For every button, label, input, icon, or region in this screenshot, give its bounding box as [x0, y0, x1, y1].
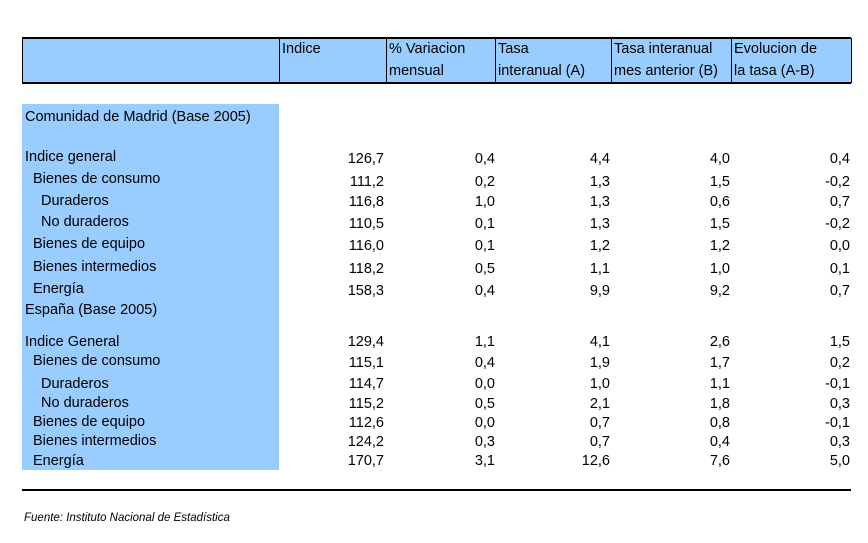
- cell-variacion: 3,1: [474, 453, 495, 469]
- cell-tasa-a: 1,3: [589, 174, 610, 190]
- cell-tasa-a: 1,1: [589, 261, 610, 277]
- cell-indice: 124,2: [347, 434, 384, 450]
- table-bottom-rule: [22, 489, 851, 491]
- cell-tasa-b: 0,6: [709, 194, 730, 210]
- row-label: Energía: [33, 281, 84, 297]
- row-label: Bienes de equipo: [33, 236, 146, 252]
- row-label: No duraderos: [41, 214, 129, 230]
- cell-evolucion: -0,2: [825, 216, 850, 232]
- cell-indice: 110,5: [348, 216, 384, 232]
- cell-evolucion: 0,7: [829, 283, 850, 299]
- cell-tasa-b: 1,8: [709, 396, 730, 412]
- cell-indice: 115,1: [348, 355, 384, 371]
- row-label: Bienes de consumo: [33, 353, 161, 369]
- cell-evolucion: 0,7: [829, 194, 850, 210]
- cell-variacion: 0,4: [474, 355, 495, 371]
- cell-variacion: 0,2: [474, 174, 495, 190]
- column-header-tasa-mes-anterior: Tasa interanual mes anterior (B): [614, 41, 718, 79]
- cell-indice: 116,8: [348, 194, 384, 210]
- cell-tasa-b: 0,4: [709, 434, 730, 450]
- row-label: No duraderos: [41, 395, 129, 411]
- row-label: Bienes de consumo: [33, 171, 161, 187]
- cell-tasa-b: 1,1: [709, 376, 730, 392]
- cell-variacion: 0,5: [474, 261, 495, 277]
- cell-tasa-a: 1,2: [589, 238, 610, 254]
- cell-tasa-b: 1,0: [709, 261, 730, 277]
- row-label: Indice general: [25, 149, 117, 165]
- row-label: Bienes intermedios: [33, 433, 157, 449]
- cell-indice: 112,6: [348, 415, 384, 431]
- cell-tasa-b: 4,0: [709, 151, 730, 167]
- column-header-indice: Indice: [282, 41, 321, 57]
- row-label: Energía: [33, 453, 84, 469]
- cell-tasa-a: 12,6: [581, 453, 610, 469]
- cell-variacion: 0,0: [474, 376, 495, 392]
- cell-evolucion: 0,3: [829, 434, 850, 450]
- column-header-variacion-mensual: % Variacion mensual: [389, 41, 466, 79]
- header-divider: [611, 38, 612, 83]
- header-left-border: [22, 38, 23, 83]
- cell-variacion: 1,1: [474, 334, 495, 350]
- cell-indice: 129,4: [347, 334, 384, 350]
- source-note: Fuente: Instituto Nacional de Estadística: [24, 512, 230, 524]
- cell-indice: 170,7: [347, 453, 384, 469]
- cell-indice: 118,2: [348, 261, 384, 277]
- header-divider: [279, 38, 280, 83]
- cell-tasa-b: 1,2: [709, 238, 730, 254]
- cell-evolucion: 0,1: [829, 261, 850, 277]
- header-divider: [731, 38, 732, 83]
- cell-tasa-a: 9,9: [589, 283, 610, 299]
- column-header-tasa-interanual: Tasa interanual (A): [498, 41, 586, 79]
- cell-tasa-b: 9,2: [709, 283, 730, 299]
- row-label: Bienes de equipo: [33, 414, 146, 430]
- cell-tasa-b: 0,8: [709, 415, 730, 431]
- cell-evolucion: 0,2: [829, 355, 850, 371]
- cell-indice: 158,3: [347, 283, 384, 299]
- cell-variacion: 0,4: [474, 283, 495, 299]
- cell-tasa-a: 0,7: [589, 415, 610, 431]
- cell-tasa-a: 0,7: [589, 434, 610, 450]
- cell-tasa-a: 1,0: [589, 376, 610, 392]
- header-bottom-rule: [22, 82, 851, 84]
- cell-tasa-a: 2,1: [589, 396, 610, 412]
- column-header-evolucion-tasa: Evolucion de la tasa (A-B): [734, 41, 818, 79]
- cell-indice: 115,2: [348, 396, 384, 412]
- cell-evolucion: 0,0: [829, 238, 850, 254]
- cell-variacion: 0,5: [474, 396, 495, 412]
- row-label: Bienes intermedios: [33, 259, 157, 275]
- cell-tasa-a: 4,4: [589, 151, 610, 167]
- cell-variacion: 0,1: [474, 216, 495, 232]
- cell-evolucion: 0,4: [829, 151, 850, 167]
- header-divider: [386, 38, 387, 83]
- cell-tasa-b: 1,5: [709, 216, 730, 232]
- cell-tasa-a: 4,1: [589, 334, 610, 350]
- cell-tasa-a: 1,9: [589, 355, 610, 371]
- cell-tasa-a: 1,3: [589, 216, 610, 232]
- cell-variacion: 0,4: [474, 151, 495, 167]
- cell-evolucion: 5,0: [829, 453, 850, 469]
- cell-tasa-b: 1,7: [709, 355, 730, 371]
- cell-tasa-a: 1,3: [589, 194, 610, 210]
- cell-tasa-b: 7,6: [709, 453, 730, 469]
- cell-indice: 126,7: [347, 151, 384, 167]
- cell-variacion: 0,0: [474, 415, 495, 431]
- cell-tasa-b: 1,5: [709, 174, 730, 190]
- cell-evolucion: -0,1: [825, 376, 850, 392]
- cell-indice: 114,7: [348, 376, 384, 392]
- cell-variacion: 0,1: [474, 238, 495, 254]
- cell-evolucion: -0,1: [825, 415, 850, 431]
- cell-variacion: 0,3: [474, 434, 495, 450]
- header-divider: [495, 38, 496, 83]
- row-label: Duraderos: [41, 376, 109, 392]
- row-label: Indice General: [25, 334, 120, 350]
- cell-indice: 111,2: [349, 174, 384, 190]
- cell-indice: 116,0: [348, 238, 384, 254]
- cell-evolucion: 1,5: [829, 334, 850, 350]
- section-title: España (Base 2005): [25, 302, 158, 318]
- cell-evolucion: -0,2: [825, 174, 850, 190]
- section-title: Comunidad de Madrid (Base 2005): [25, 109, 251, 125]
- cell-evolucion: 0,3: [829, 396, 850, 412]
- header-right-border: [851, 38, 852, 83]
- cell-variacion: 1,0: [474, 194, 495, 210]
- row-label: Duraderos: [41, 193, 109, 209]
- cell-tasa-b: 2,6: [709, 334, 730, 350]
